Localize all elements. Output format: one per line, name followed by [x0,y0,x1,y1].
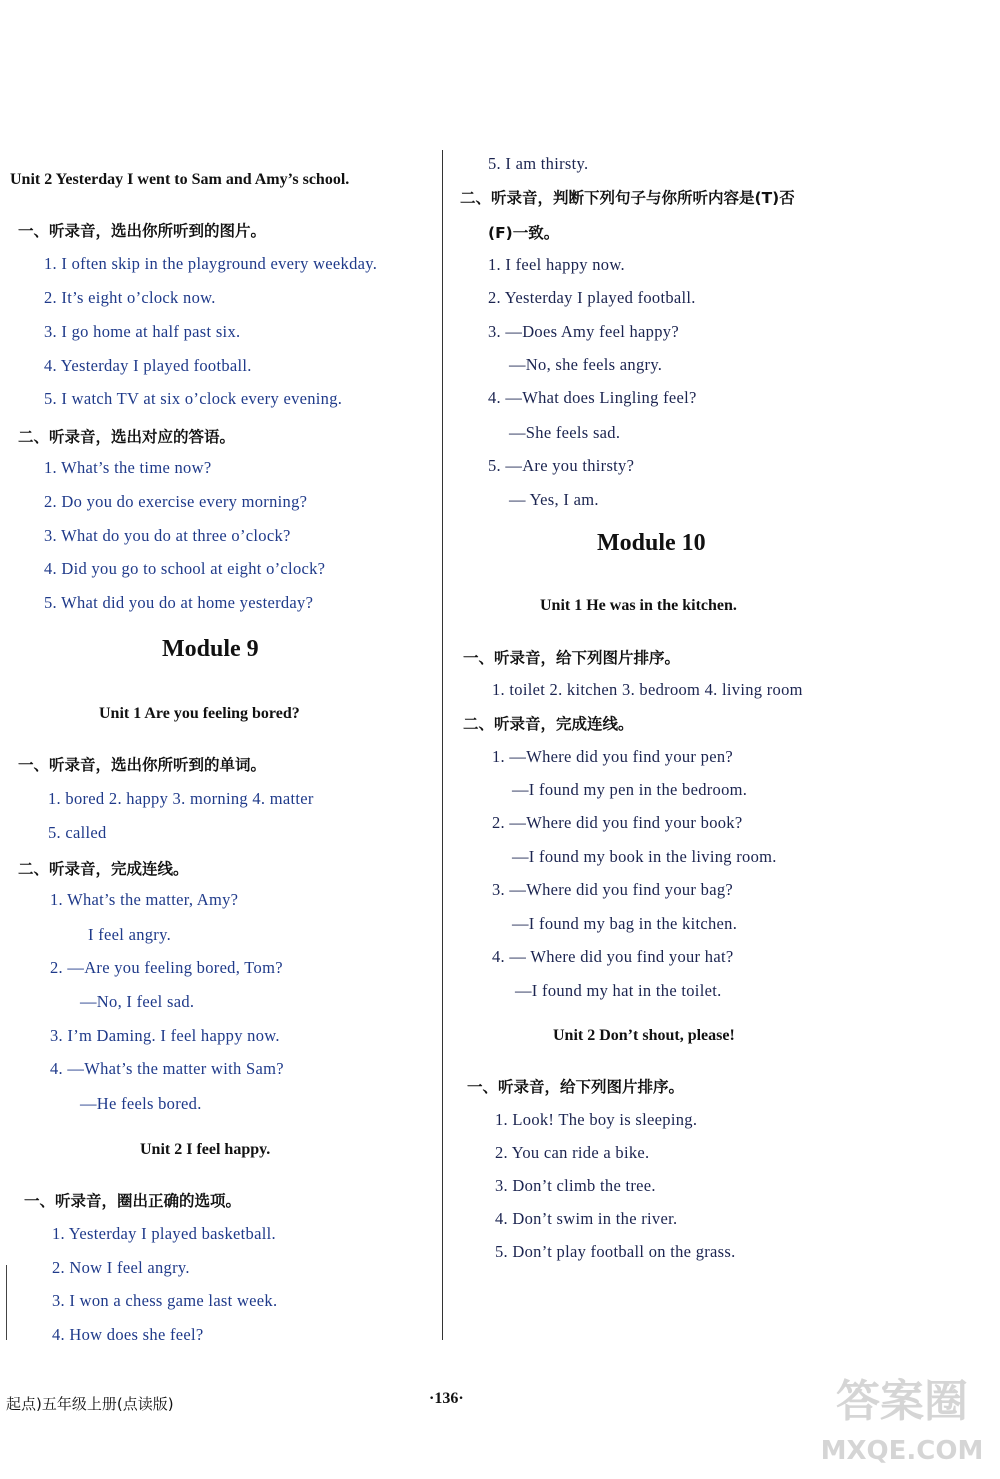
list-item: 3. I won a chess game last week. [52,1291,278,1310]
list-item: —I found my book in the living room. [512,847,777,866]
list-item: 5. called [48,823,107,842]
list-item: 1. I feel happy now. [488,255,625,274]
list-item: 4. Did you go to school at eight o’clock? [44,559,326,578]
section-heading: (F)一致。 [488,224,560,242]
list-item: I feel angry. [88,925,171,944]
column-divider [442,150,443,1340]
list-item: 1. Look! The boy is sleeping. [495,1110,698,1129]
unit-title: Unit 1 He was in the kitchen. [540,597,737,614]
list-item: 5. I watch TV at six o’clock every evening. [44,389,343,408]
section-heading: 一、听录音，圈出正确的选项。 [24,1192,242,1210]
list-item: —I found my hat in the toilet. [515,981,722,1000]
list-item: 2. You can ride a bike. [495,1143,650,1162]
unit-title: Unit 2 Don’t shout, please! [553,1027,735,1044]
list-item: 5. —Are you thirsty? [488,456,635,475]
list-item: 4. —What does Lingling feel? [488,388,697,407]
section-heading: 一、听录音，给下列图片排序。 [463,649,681,667]
list-item: —No, I feel sad. [80,992,195,1011]
section-heading: 二、听录音，完成连线。 [18,860,189,878]
list-item: 1. toilet 2. kitchen 3. bedroom 4. living room [492,680,803,699]
list-item: 2. Do you do exercise every morning? [44,492,308,511]
page-number: ·136· [429,1390,464,1407]
list-item: 5. I am thirsty. [488,154,589,173]
list-item: 3. Don’t climb the tree. [495,1176,656,1195]
section-heading: 一、听录音，选出你所听到的图片。 [18,222,267,240]
unit-title: Unit 2 Yesterday I went to Sam and Amy’s school. [10,171,350,188]
list-item: 5. What did you do at home yesterday? [44,593,314,612]
list-item: 4. How does she feel? [52,1325,204,1344]
list-item: 4. — Where did you find your hat? [492,947,734,966]
list-item: 1. What’s the time now? [44,458,212,477]
list-item: 3. I go home at half past six. [44,322,241,341]
list-item: 4. Don’t swim in the river. [495,1209,678,1228]
watermark-text-bottom: MXQE.COM [820,1436,984,1466]
module-title: Module 10 [597,530,706,556]
list-item: —No, she feels angry. [509,355,663,374]
list-item: 3. —Where did you find your bag? [492,880,733,899]
list-item: 2. Now I feel angry. [52,1258,190,1277]
list-item: —I found my bag in the kitchen. [512,914,738,933]
list-item: 5. Don’t play football on the grass. [495,1242,736,1261]
list-item: 2. Yesterday I played football. [488,288,696,307]
list-item: 4. Yesterday I played football. [44,356,252,375]
unit-title: Unit 2 I feel happy. [140,1141,271,1158]
list-item: — Yes, I am. [509,490,599,509]
section-heading: 二、听录音，完成连线。 [463,715,634,733]
section-heading: 二、听录音，选出对应的答语。 [18,428,236,446]
list-item: 1. Yesterday I played basketball. [52,1224,276,1243]
module-title: Module 9 [162,636,259,662]
list-item: 3. What do you do at three o’clock? [44,526,291,545]
watermark-text-top: 答案圈 [836,1376,968,1427]
list-item: 1. —Where did you find your pen? [492,747,733,766]
list-item: 2. —Where did you find your book? [492,813,743,832]
list-item: 3. I’m Daming. I feel happy now. [50,1026,280,1045]
watermark-logo [812,1361,992,1471]
list-item: 4. —What’s the matter with Sam? [50,1059,284,1078]
list-item: 1. bored 2. happy 3. morning 4. matter [48,789,314,808]
list-item: 1. What’s the matter, Amy? [50,890,239,909]
list-item: 3. —Does Amy feel happy? [488,322,679,341]
list-item: 2. —Are you feeling bored, Tom? [50,958,283,977]
section-heading: 二、听录音，判断下列句子与你所听内容是(T)否 [460,189,795,207]
unit-title: Unit 1 Are you feeling bored? [99,705,300,722]
list-item: —I found my pen in the bedroom. [512,780,748,799]
section-heading: 一、听录音，选出你所听到的单词。 [18,756,267,774]
section-heading: 一、听录音，给下列图片排序。 [467,1078,685,1096]
margin-mark [6,1265,7,1340]
list-item: 2. It’s eight o’clock now. [44,288,216,307]
list-item: —She feels sad. [509,423,621,442]
book-title-footer: 起点)五年级上册(点读版) [6,1395,174,1413]
list-item: —He feels bored. [80,1094,202,1113]
list-item: 1. I often skip in the playground every weekday. [44,254,378,273]
